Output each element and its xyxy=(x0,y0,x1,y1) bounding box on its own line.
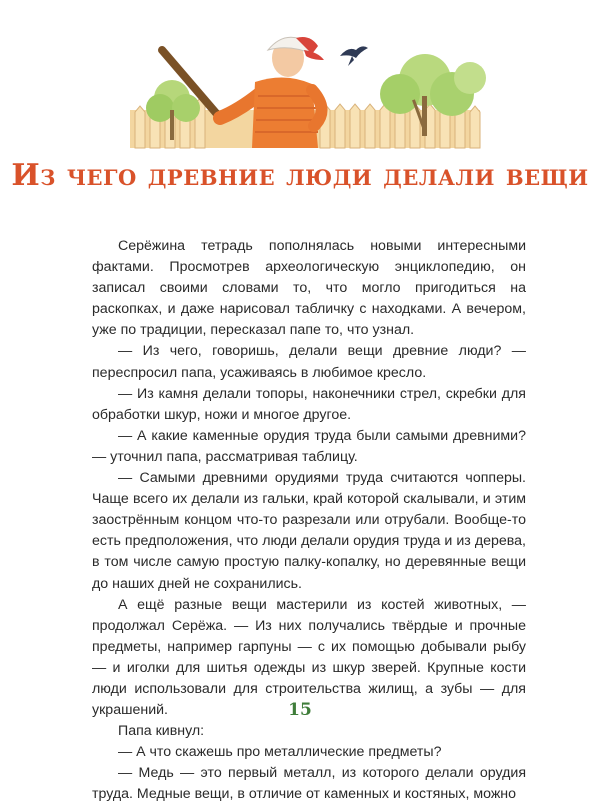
paragraph: А ещё разные вещи мастерили из костей животных, — продолжал Серёжа. — Из них получались твёрдые и прочные предметы, например гарпуны — с их помощью добывали рыбу — и иголки для шитья одежды из шкур зверей. Крупные кости люди использовали для строительства жилищ, а зубы — для украшений. xyxy=(92,596,526,719)
paragraph: — Самыми древними орудиями труда считаются чопперы. Чаще всего их делали из гальки, край которой скалывали, и этим заострённым концом что-то разрезали или отрубали. Вообще-то есть предположения, что люди делали орудия труда и из дерева, в том числе самую простую палку-копалку, но деревянные вещи до наших дней не сохранились. xyxy=(92,470,526,592)
body-text xyxy=(92,236,526,806)
page-number: 15 xyxy=(288,700,312,720)
swallow-bird-icon xyxy=(340,46,368,66)
paragraph: — Из камня делали топоры, наконечники стрел, скребки для обработки шкур, ножи и многое другое. xyxy=(92,385,526,423)
page-title: Из чего древние люди делали вещи xyxy=(11,158,589,193)
paragraph: — А какие каменные орудия труда были самыми древними? — уточнил папа, рассматривая таблицу. xyxy=(92,427,526,465)
paragraph: — А что скажешь про металлические предметы? xyxy=(118,744,442,761)
paragraph: Серёжина тетрадь пополнялась новыми интересными фактами. Просмотрев археологическую энциклопедию, он записал своими словами то, что могло пригодиться на раскопках, и даже нарисовал табличку с находками. А вечером, уже по традиции, пересказал папе то, что узнал. xyxy=(92,238,526,339)
paragraph: — Медь — это первый металл, из которого делали орудия труда. Медные вещи, в отличие от каменных и костяных, можно xyxy=(92,765,526,803)
paragraph: — Из чего, говоришь, делали вещи древние люди? — переспросил папа, усаживаясь в любимое кресло. xyxy=(92,343,526,381)
paragraph: Папа кивнул: xyxy=(118,723,205,740)
header-illustration xyxy=(0,0,600,160)
